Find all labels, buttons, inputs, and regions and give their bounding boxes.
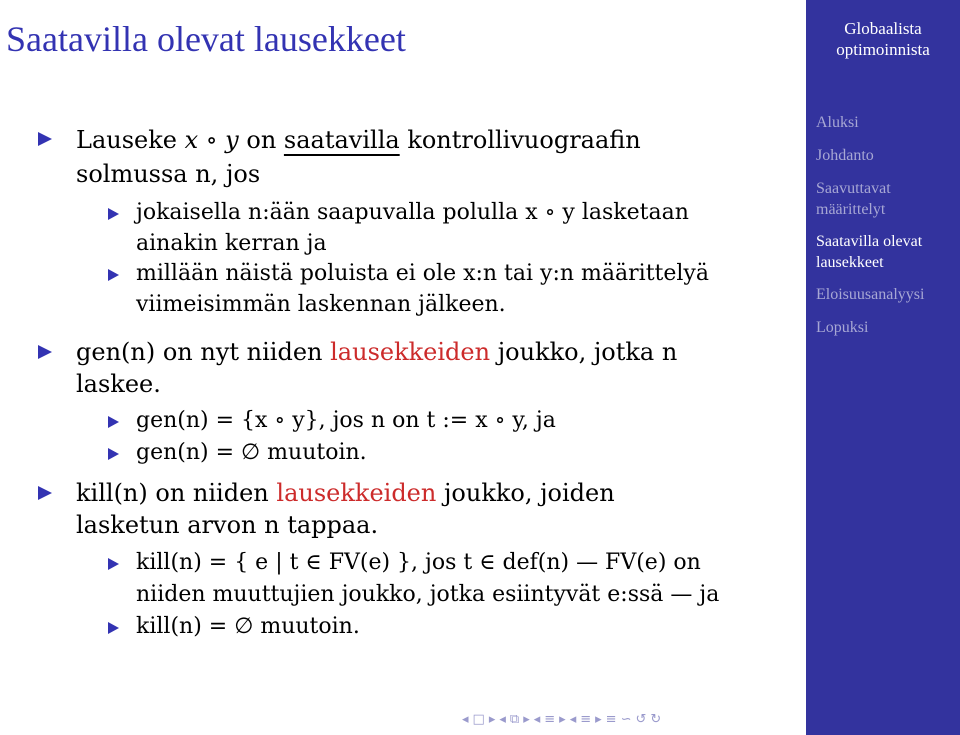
- sidebar-item-label: Eloisuusanalyysi: [816, 286, 925, 303]
- text: on: [238, 126, 284, 154]
- nav-back-icon[interactable]: ↺: [635, 712, 647, 727]
- sub-bullet-icon: [108, 416, 119, 428]
- sub-bullet-1-2-line-1: millään näistä poluista ei ole x:n tai y:n määrittelyä: [136, 261, 709, 286]
- sub-bullet-icon: [108, 448, 119, 460]
- sidebar-item-saatavilla-olevat-lausekkeet[interactable]: [816, 231, 922, 273]
- bullet-icon: [38, 345, 52, 359]
- nav-subsection-icon[interactable]: ≡: [544, 712, 556, 727]
- nav-forward-icon[interactable]: ↻: [650, 712, 662, 727]
- bullet-2-line-1: [76, 337, 677, 367]
- sub-bullet-1-2-line-2: viimeisimmän laskennan jälkeen.: [136, 292, 506, 317]
- text: joukko, joiden: [436, 479, 615, 507]
- bullet-icon: [38, 132, 52, 146]
- sub-bullet-2-2: gen(n) = ∅ muutoin.: [136, 440, 367, 465]
- sidebar-item-aluksi[interactable]: [816, 112, 859, 133]
- math-expr: x ∘ y: [184, 126, 239, 154]
- text: gen(n) on nyt niiden: [76, 338, 331, 366]
- sidebar-item-lopuksi[interactable]: [816, 317, 868, 338]
- nav-slide-icon[interactable]: □: [472, 712, 485, 727]
- sidebar-item-saavuttavat-maarittelyt[interactable]: [816, 178, 891, 220]
- navigation-bar: [462, 712, 661, 727]
- slide-title: Saatavilla olevat lausekkeet: [6, 19, 406, 59]
- sidebar-item-johdanto[interactable]: [816, 145, 874, 166]
- nav-next-slide-icon[interactable]: ▸: [488, 712, 496, 727]
- nav-next-subsection-icon[interactable]: ▸: [559, 712, 566, 727]
- bullet-3-line-1: [76, 478, 615, 508]
- highlighted-term: lausekkeiden: [330, 338, 491, 366]
- text: kill(n) on niiden: [76, 479, 277, 507]
- sub-bullet-3-1-line-1: kill(n) = { e | t ∈ FV(e) }, jos t ∈ def(n) — FV(e) on: [136, 550, 701, 575]
- text: Lauseke: [76, 126, 185, 154]
- underlined-term: saatavilla: [283, 126, 400, 154]
- sub-bullet-icon: [108, 558, 119, 570]
- sidebar-item-label: Saavuttavat: [816, 180, 891, 197]
- sub-bullet-icon: [108, 208, 119, 220]
- sub-bullet-1-1-line-1: jokaisella n:ään saapuvalla polulla x ∘ y lasketaan: [136, 200, 689, 225]
- nav-prev-section-icon[interactable]: ◂: [569, 712, 577, 727]
- bullet-2-line-2: laskee.: [76, 370, 161, 398]
- nav-next-section-icon[interactable]: ▸: [595, 712, 602, 727]
- bullet-1-line-1: [76, 125, 641, 155]
- bullet-3-line-2: lasketun arvon n tappaa.: [76, 511, 379, 539]
- text: joukko, jotka n: [490, 338, 678, 366]
- nav-document-icon[interactable]: ≡: [605, 712, 617, 727]
- nav-prev-subsection-icon[interactable]: ◂: [533, 712, 541, 727]
- nav-frame-icon[interactable]: ⧉: [509, 712, 520, 727]
- sub-bullet-icon: [108, 622, 119, 634]
- nav-prev-frame-icon[interactable]: ◂: [499, 712, 506, 727]
- nav-search-icon[interactable]: ∽: [620, 712, 632, 727]
- nav-next-frame-icon[interactable]: ▸: [523, 712, 530, 727]
- nav-section-icon[interactable]: ≡: [580, 712, 592, 727]
- highlighted-term: lausekkeiden: [276, 479, 437, 507]
- sidebar-item-label: Aluksi: [816, 114, 859, 131]
- sidebar-item-label: Johdanto: [816, 147, 874, 164]
- sub-bullet-2-1: gen(n) = {x ∘ y}, jos n on t := x ∘ y, ja: [136, 408, 556, 433]
- sub-bullet-3-1-line-2: niiden muuttujien joukko, jotka esiintyvät e:ssä — ja: [136, 582, 720, 607]
- text: kontrollivuograafin: [399, 126, 641, 154]
- bullet-icon: [38, 486, 52, 500]
- sub-bullet-1-1-line-2: ainakin kerran ja: [136, 231, 327, 256]
- nav-prev-slide-icon[interactable]: ◂: [462, 712, 469, 727]
- sidebar-item-label: lausekkeet: [816, 254, 884, 271]
- bullet-1-line-2: solmussa n, jos: [76, 160, 261, 188]
- sidebar-item-label: määrittelyt: [816, 201, 886, 218]
- sub-bullet-3-2: kill(n) = ∅ muutoin.: [136, 614, 360, 639]
- sidebar-title: [806, 18, 960, 60]
- sidebar-item-label: Saatavilla olevat: [816, 233, 923, 250]
- sub-bullet-icon: [108, 269, 119, 281]
- sidebar-title-line-2: optimoinnista: [836, 40, 930, 59]
- sidebar-item-eloisuusanalyysi[interactable]: [816, 284, 924, 305]
- sidebar-title-line-1: Globaalista: [844, 19, 922, 38]
- sidebar: [806, 0, 960, 735]
- sidebar-item-label: Lopuksi: [816, 319, 869, 336]
